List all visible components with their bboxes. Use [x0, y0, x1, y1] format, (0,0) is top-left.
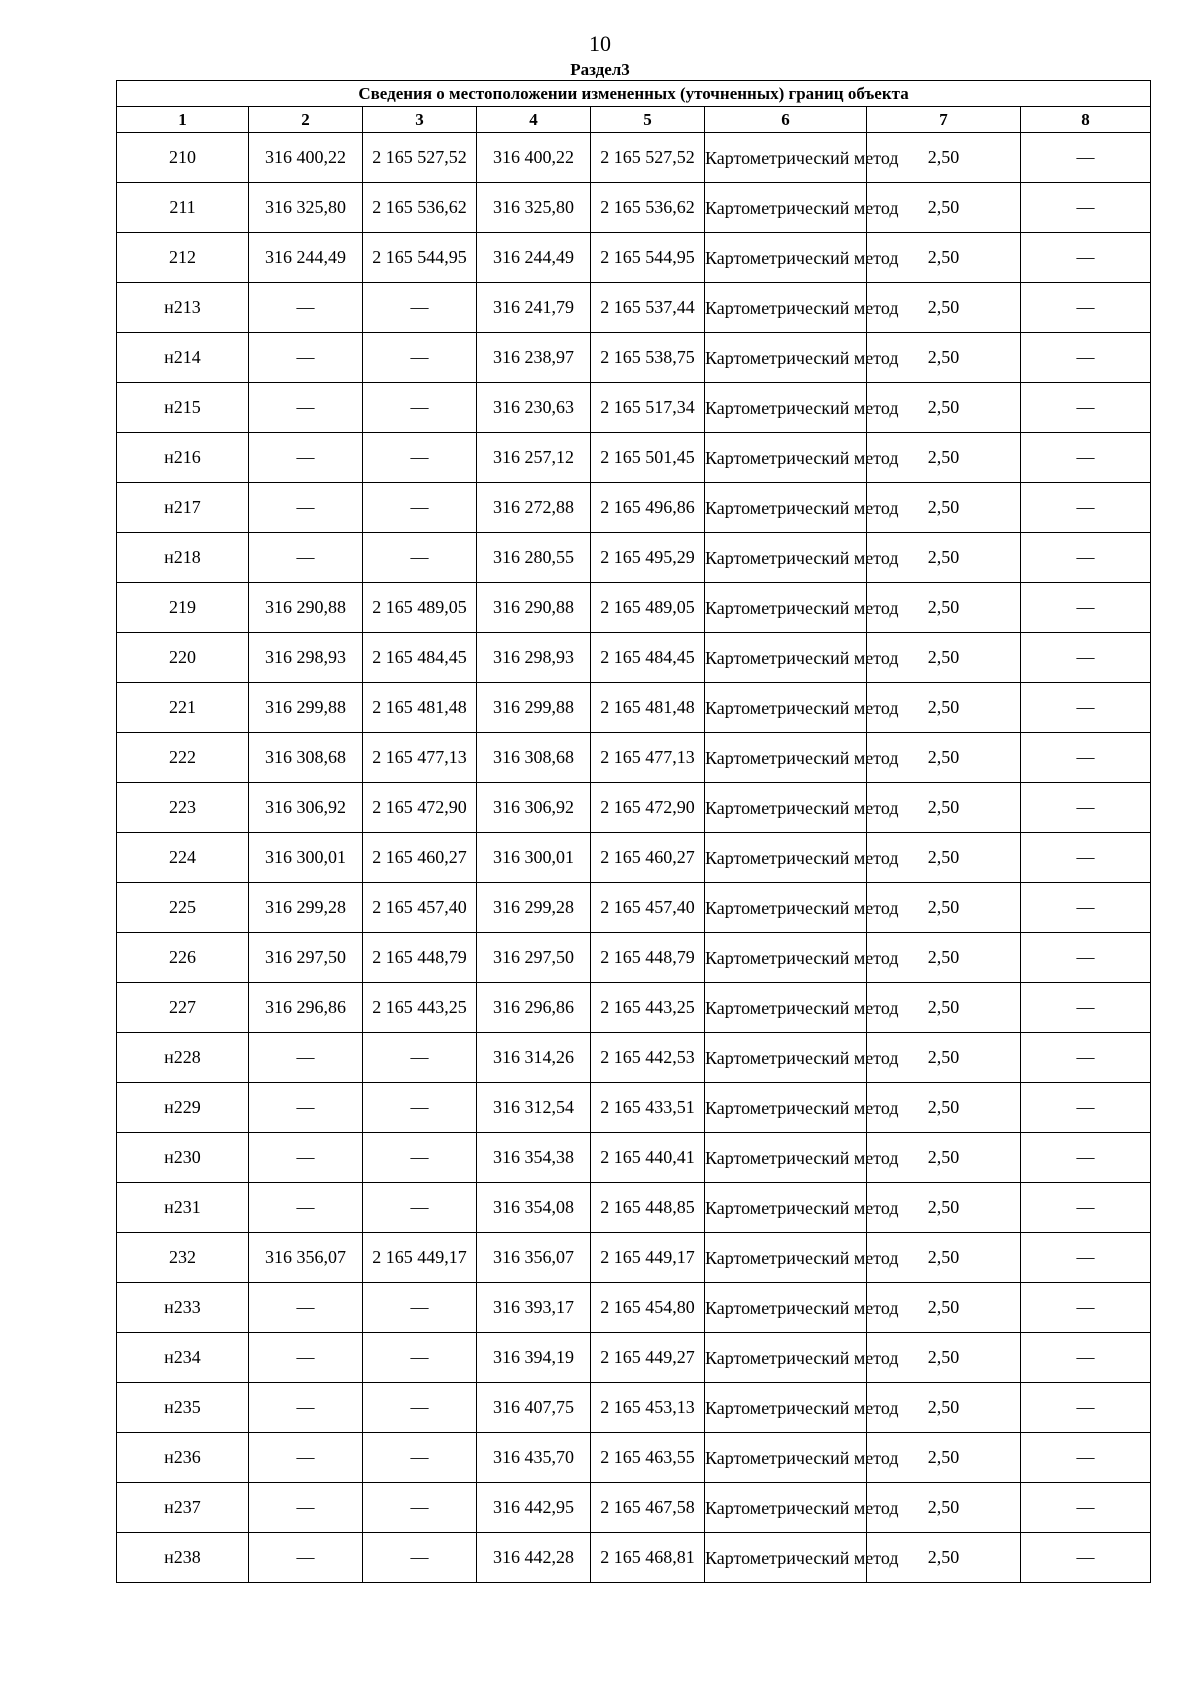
new-y-cell: 2 165 449,17 — [591, 1233, 705, 1283]
column-number: 1 — [117, 107, 249, 133]
table-row — [117, 483, 1151, 533]
new-x-cell: 316 354,08 — [477, 1183, 591, 1233]
method-cell: Картометрический метод — [705, 183, 867, 233]
new-y-cell: 2 165 481,48 — [591, 683, 705, 733]
description-cell: — — [1021, 183, 1151, 233]
old-y-cell: — — [363, 1383, 477, 1433]
description-cell: — — [1021, 1183, 1151, 1233]
accuracy-cell: 2,50 — [867, 1233, 1021, 1283]
old-y-cell: — — [363, 283, 477, 333]
new-y-cell: 2 165 448,85 — [591, 1183, 705, 1233]
point-id-cell: 212 — [117, 233, 249, 283]
point-id-cell: 219 — [117, 583, 249, 633]
new-x-cell: 316 442,28 — [477, 1533, 591, 1583]
accuracy-cell: 2,50 — [867, 833, 1021, 883]
table-row — [117, 1533, 1151, 1583]
method-cell: Картометрический метод — [705, 1533, 867, 1583]
accuracy-cell: 2,50 — [867, 183, 1021, 233]
new-x-cell: 316 241,79 — [477, 283, 591, 333]
table-row — [117, 233, 1151, 283]
new-x-cell: 316 393,17 — [477, 1283, 591, 1333]
point-id-cell: н218 — [117, 533, 249, 583]
column-number-row — [117, 107, 1151, 133]
old-y-cell: — — [363, 1533, 477, 1583]
old-x-cell: — — [249, 333, 363, 383]
column-number: 2 — [249, 107, 363, 133]
old-x-cell: — — [249, 1033, 363, 1083]
method-cell: Картометрический метод — [705, 133, 867, 183]
method-cell: Картометрический метод — [705, 1383, 867, 1433]
accuracy-cell: 2,50 — [867, 1433, 1021, 1483]
point-id-cell: н230 — [117, 1133, 249, 1183]
point-id-cell: 220 — [117, 633, 249, 683]
new-x-cell: 316 312,54 — [477, 1083, 591, 1133]
method-cell: Картометрический метод — [705, 1283, 867, 1333]
table-row — [117, 333, 1151, 383]
accuracy-cell: 2,50 — [867, 433, 1021, 483]
new-x-cell: 316 314,26 — [477, 1033, 591, 1083]
method-cell: Картометрический метод — [705, 1233, 867, 1283]
new-y-cell: 2 165 460,27 — [591, 833, 705, 883]
new-y-cell: 2 165 457,40 — [591, 883, 705, 933]
new-x-cell: 316 257,12 — [477, 433, 591, 483]
new-x-cell: 316 407,75 — [477, 1383, 591, 1433]
accuracy-cell: 2,50 — [867, 633, 1021, 683]
description-cell: — — [1021, 1233, 1151, 1283]
description-cell: — — [1021, 833, 1151, 883]
new-y-cell: 2 165 536,62 — [591, 183, 705, 233]
new-x-cell: 316 400,22 — [477, 133, 591, 183]
accuracy-cell: 2,50 — [867, 333, 1021, 383]
old-y-cell: 2 165 477,13 — [363, 733, 477, 783]
old-x-cell: — — [249, 1133, 363, 1183]
method-cell: Картометрический метод — [705, 883, 867, 933]
table-row — [117, 883, 1151, 933]
accuracy-cell: 2,50 — [867, 1383, 1021, 1433]
new-x-cell: 316 325,80 — [477, 183, 591, 233]
column-number: 5 — [591, 107, 705, 133]
method-cell: Картометрический метод — [705, 683, 867, 733]
new-x-cell: 316 300,01 — [477, 833, 591, 883]
old-x-cell: 316 299,28 — [249, 883, 363, 933]
table-row — [117, 1183, 1151, 1233]
accuracy-cell: 2,50 — [867, 283, 1021, 333]
table-row — [117, 383, 1151, 433]
table-row — [117, 783, 1151, 833]
accuracy-cell: 2,50 — [867, 1183, 1021, 1233]
method-cell: Картометрический метод — [705, 583, 867, 633]
old-y-cell: — — [363, 1133, 477, 1183]
point-id-cell: н235 — [117, 1383, 249, 1433]
description-cell: — — [1021, 433, 1151, 483]
table-row — [117, 983, 1151, 1033]
method-cell: Картометрический метод — [705, 483, 867, 533]
old-x-cell: 316 296,86 — [249, 983, 363, 1033]
method-cell: Картометрический метод — [705, 1083, 867, 1133]
column-number: 7 — [867, 107, 1021, 133]
old-x-cell: 316 400,22 — [249, 133, 363, 183]
old-y-cell: 2 165 544,95 — [363, 233, 477, 283]
table-row — [117, 833, 1151, 883]
method-cell: Картометрический метод — [705, 383, 867, 433]
point-id-cell: н214 — [117, 333, 249, 383]
old-y-cell: 2 165 481,48 — [363, 683, 477, 733]
table-row — [117, 933, 1151, 983]
description-cell: — — [1021, 483, 1151, 533]
point-id-cell: н233 — [117, 1283, 249, 1333]
old-y-cell: — — [363, 1433, 477, 1483]
old-y-cell: 2 165 457,40 — [363, 883, 477, 933]
old-y-cell: — — [363, 333, 477, 383]
new-x-cell: 316 290,88 — [477, 583, 591, 633]
table-row — [117, 1333, 1151, 1383]
table-row — [117, 733, 1151, 783]
table-row — [117, 633, 1151, 683]
old-y-cell: 2 165 484,45 — [363, 633, 477, 683]
new-y-cell: 2 165 440,41 — [591, 1133, 705, 1183]
new-y-cell: 2 165 468,81 — [591, 1533, 705, 1583]
description-cell: — — [1021, 983, 1151, 1033]
new-x-cell: 316 356,07 — [477, 1233, 591, 1283]
old-x-cell: — — [249, 383, 363, 433]
table-row — [117, 283, 1151, 333]
new-y-cell: 2 165 527,52 — [591, 133, 705, 183]
description-cell: — — [1021, 1033, 1151, 1083]
new-y-cell: 2 165 442,53 — [591, 1033, 705, 1083]
new-x-cell: 316 442,95 — [477, 1483, 591, 1533]
new-y-cell: 2 165 538,75 — [591, 333, 705, 383]
new-y-cell: 2 165 449,27 — [591, 1333, 705, 1383]
table-row — [117, 133, 1151, 183]
old-x-cell: — — [249, 1333, 363, 1383]
new-y-cell: 2 165 489,05 — [591, 583, 705, 633]
old-x-cell: 316 306,92 — [249, 783, 363, 833]
table-row — [117, 1233, 1151, 1283]
method-cell: Картометрический метод — [705, 533, 867, 583]
accuracy-cell: 2,50 — [867, 133, 1021, 183]
description-cell: — — [1021, 233, 1151, 283]
old-x-cell: 316 300,01 — [249, 833, 363, 883]
description-cell: — — [1021, 133, 1151, 183]
old-x-cell: — — [249, 1283, 363, 1333]
new-x-cell: 316 306,92 — [477, 783, 591, 833]
description-cell: — — [1021, 1083, 1151, 1133]
new-x-cell: 316 244,49 — [477, 233, 591, 283]
method-cell: Картометрический метод — [705, 233, 867, 283]
accuracy-cell: 2,50 — [867, 783, 1021, 833]
point-id-cell: н234 — [117, 1333, 249, 1383]
old-x-cell: — — [249, 533, 363, 583]
table-row — [117, 1383, 1151, 1433]
description-cell: — — [1021, 283, 1151, 333]
old-y-cell: — — [363, 1333, 477, 1383]
accuracy-cell: 2,50 — [867, 383, 1021, 433]
old-x-cell: 316 356,07 — [249, 1233, 363, 1283]
new-y-cell: 2 165 443,25 — [591, 983, 705, 1033]
method-cell: Картометрический метод — [705, 983, 867, 1033]
old-y-cell: — — [363, 383, 477, 433]
point-id-cell: н236 — [117, 1433, 249, 1483]
accuracy-cell: 2,50 — [867, 683, 1021, 733]
description-cell: — — [1021, 683, 1151, 733]
point-id-cell: 222 — [117, 733, 249, 783]
boundary-coordinates-table — [116, 80, 1151, 1583]
old-x-cell: — — [249, 483, 363, 533]
point-id-cell: 224 — [117, 833, 249, 883]
accuracy-cell: 2,50 — [867, 983, 1021, 1033]
old-x-cell: — — [249, 1383, 363, 1433]
new-y-cell: 2 165 496,86 — [591, 483, 705, 533]
point-id-cell: н229 — [117, 1083, 249, 1133]
old-x-cell: 316 298,93 — [249, 633, 363, 683]
table-row — [117, 1433, 1151, 1483]
table-row — [117, 1133, 1151, 1183]
new-x-cell: 316 280,55 — [477, 533, 591, 583]
method-cell: Картометрический метод — [705, 783, 867, 833]
new-y-cell: 2 165 453,13 — [591, 1383, 705, 1433]
table-row — [117, 583, 1151, 633]
accuracy-cell: 2,50 — [867, 583, 1021, 633]
old-x-cell: 316 299,88 — [249, 683, 363, 733]
point-id-cell: 226 — [117, 933, 249, 983]
method-cell: Картометрический метод — [705, 283, 867, 333]
method-cell: Картометрический метод — [705, 1133, 867, 1183]
old-y-cell: 2 165 448,79 — [363, 933, 477, 983]
method-cell: Картометрический метод — [705, 833, 867, 883]
new-x-cell: 316 272,88 — [477, 483, 591, 533]
table-row — [117, 1483, 1151, 1533]
point-id-cell: н217 — [117, 483, 249, 533]
point-id-cell: 210 — [117, 133, 249, 183]
old-y-cell: 2 165 536,62 — [363, 183, 477, 233]
accuracy-cell: 2,50 — [867, 1133, 1021, 1183]
point-id-cell: 227 — [117, 983, 249, 1033]
old-x-cell: 316 297,50 — [249, 933, 363, 983]
description-cell: — — [1021, 1283, 1151, 1333]
description-cell: — — [1021, 1533, 1151, 1583]
description-cell: — — [1021, 1333, 1151, 1383]
old-y-cell: — — [363, 1183, 477, 1233]
old-x-cell: — — [249, 1533, 363, 1583]
table-row — [117, 1083, 1151, 1133]
table-row — [117, 433, 1151, 483]
new-y-cell: 2 165 495,29 — [591, 533, 705, 583]
method-cell: Картометрический метод — [705, 433, 867, 483]
old-x-cell: 316 290,88 — [249, 583, 363, 633]
accuracy-cell: 2,50 — [867, 1033, 1021, 1083]
new-x-cell: 316 296,86 — [477, 983, 591, 1033]
old-y-cell: — — [363, 533, 477, 583]
accuracy-cell: 2,50 — [867, 233, 1021, 283]
old-x-cell: — — [249, 1483, 363, 1533]
old-x-cell: 316 325,80 — [249, 183, 363, 233]
description-cell: — — [1021, 1383, 1151, 1433]
new-y-cell: 2 165 454,80 — [591, 1283, 705, 1333]
accuracy-cell: 2,50 — [867, 1483, 1021, 1533]
point-id-cell: 221 — [117, 683, 249, 733]
new-x-cell: 316 435,70 — [477, 1433, 591, 1483]
point-id-cell: н213 — [117, 283, 249, 333]
table-row — [117, 1283, 1151, 1333]
table-row — [117, 1033, 1151, 1083]
description-cell: — — [1021, 733, 1151, 783]
column-number: 6 — [705, 107, 867, 133]
new-x-cell: 316 230,63 — [477, 383, 591, 433]
new-y-cell: 2 165 433,51 — [591, 1083, 705, 1133]
old-x-cell: — — [249, 433, 363, 483]
old-x-cell: 316 244,49 — [249, 233, 363, 283]
page-number: 10 — [589, 31, 611, 56]
new-y-cell: 2 165 484,45 — [591, 633, 705, 683]
description-cell: — — [1021, 783, 1151, 833]
method-cell: Картометрический метод — [705, 333, 867, 383]
new-y-cell: 2 165 477,13 — [591, 733, 705, 783]
accuracy-cell: 2,50 — [867, 1533, 1021, 1583]
old-x-cell: — — [249, 1083, 363, 1133]
accuracy-cell: 2,50 — [867, 1283, 1021, 1333]
old-x-cell: — — [249, 1183, 363, 1233]
new-y-cell: 2 165 537,44 — [591, 283, 705, 333]
accuracy-cell: 2,50 — [867, 1333, 1021, 1383]
point-id-cell: н228 — [117, 1033, 249, 1083]
old-x-cell: — — [249, 1433, 363, 1483]
new-x-cell: 316 297,50 — [477, 933, 591, 983]
method-cell: Картометрический метод — [705, 1433, 867, 1483]
table-row — [117, 683, 1151, 733]
accuracy-cell: 2,50 — [867, 533, 1021, 583]
old-y-cell: — — [363, 1033, 477, 1083]
new-y-cell: 2 165 463,55 — [591, 1433, 705, 1483]
old-x-cell: 316 308,68 — [249, 733, 363, 783]
new-x-cell: 316 354,38 — [477, 1133, 591, 1183]
old-y-cell: 2 165 527,52 — [363, 133, 477, 183]
point-id-cell: 211 — [117, 183, 249, 233]
new-x-cell: 316 308,68 — [477, 733, 591, 783]
description-cell: — — [1021, 383, 1151, 433]
point-id-cell: 225 — [117, 883, 249, 933]
description-cell: — — [1021, 1133, 1151, 1183]
column-number: 8 — [1021, 107, 1151, 133]
old-y-cell: 2 165 460,27 — [363, 833, 477, 883]
description-cell: — — [1021, 333, 1151, 383]
accuracy-cell: 2,50 — [867, 933, 1021, 983]
method-cell: Картометрический метод — [705, 1333, 867, 1383]
old-y-cell: 2 165 443,25 — [363, 983, 477, 1033]
accuracy-cell: 2,50 — [867, 883, 1021, 933]
old-y-cell: — — [363, 1483, 477, 1533]
old-y-cell: 2 165 472,90 — [363, 783, 477, 833]
table-row — [117, 183, 1151, 233]
description-cell: — — [1021, 633, 1151, 683]
method-cell: Картометрический метод — [705, 1033, 867, 1083]
accuracy-cell: 2,50 — [867, 1083, 1021, 1133]
method-cell: Картометрический метод — [705, 1183, 867, 1233]
new-x-cell: 316 299,88 — [477, 683, 591, 733]
point-id-cell: н237 — [117, 1483, 249, 1533]
accuracy-cell: 2,50 — [867, 483, 1021, 533]
table-caption-row — [117, 81, 1151, 107]
point-id-cell: н215 — [117, 383, 249, 433]
table-row — [117, 533, 1151, 583]
point-id-cell: 223 — [117, 783, 249, 833]
new-y-cell: 2 165 448,79 — [591, 933, 705, 983]
old-y-cell: 2 165 449,17 — [363, 1233, 477, 1283]
table-caption: Сведения о местоположении измененных (уточненных) границ объекта — [117, 81, 1151, 107]
description-cell: — — [1021, 883, 1151, 933]
new-y-cell: 2 165 501,45 — [591, 433, 705, 483]
old-y-cell: — — [363, 1283, 477, 1333]
description-cell: — — [1021, 1483, 1151, 1533]
method-cell: Картометрический метод — [705, 633, 867, 683]
new-x-cell: 316 299,28 — [477, 883, 591, 933]
description-cell: — — [1021, 583, 1151, 633]
description-cell: — — [1021, 533, 1151, 583]
description-cell: — — [1021, 933, 1151, 983]
point-id-cell: н238 — [117, 1533, 249, 1583]
method-cell: Картометрический метод — [705, 1483, 867, 1533]
old-y-cell: — — [363, 433, 477, 483]
point-id-cell: н231 — [117, 1183, 249, 1233]
column-number: 3 — [363, 107, 477, 133]
old-x-cell: — — [249, 283, 363, 333]
section-title: Раздел3 — [570, 60, 630, 79]
accuracy-cell: 2,50 — [867, 733, 1021, 783]
new-y-cell: 2 165 544,95 — [591, 233, 705, 283]
point-id-cell: 232 — [117, 1233, 249, 1283]
old-y-cell: — — [363, 1083, 477, 1133]
new-y-cell: 2 165 472,90 — [591, 783, 705, 833]
point-id-cell: н216 — [117, 433, 249, 483]
new-x-cell: 316 298,93 — [477, 633, 591, 683]
old-y-cell: 2 165 489,05 — [363, 583, 477, 633]
new-y-cell: 2 165 517,34 — [591, 383, 705, 433]
method-cell: Картометрический метод — [705, 733, 867, 783]
column-number: 4 — [477, 107, 591, 133]
table-body — [117, 133, 1151, 1583]
new-y-cell: 2 165 467,58 — [591, 1483, 705, 1533]
old-y-cell: — — [363, 483, 477, 533]
method-cell: Картометрический метод — [705, 933, 867, 983]
description-cell: — — [1021, 1433, 1151, 1483]
new-x-cell: 316 238,97 — [477, 333, 591, 383]
new-x-cell: 316 394,19 — [477, 1333, 591, 1383]
